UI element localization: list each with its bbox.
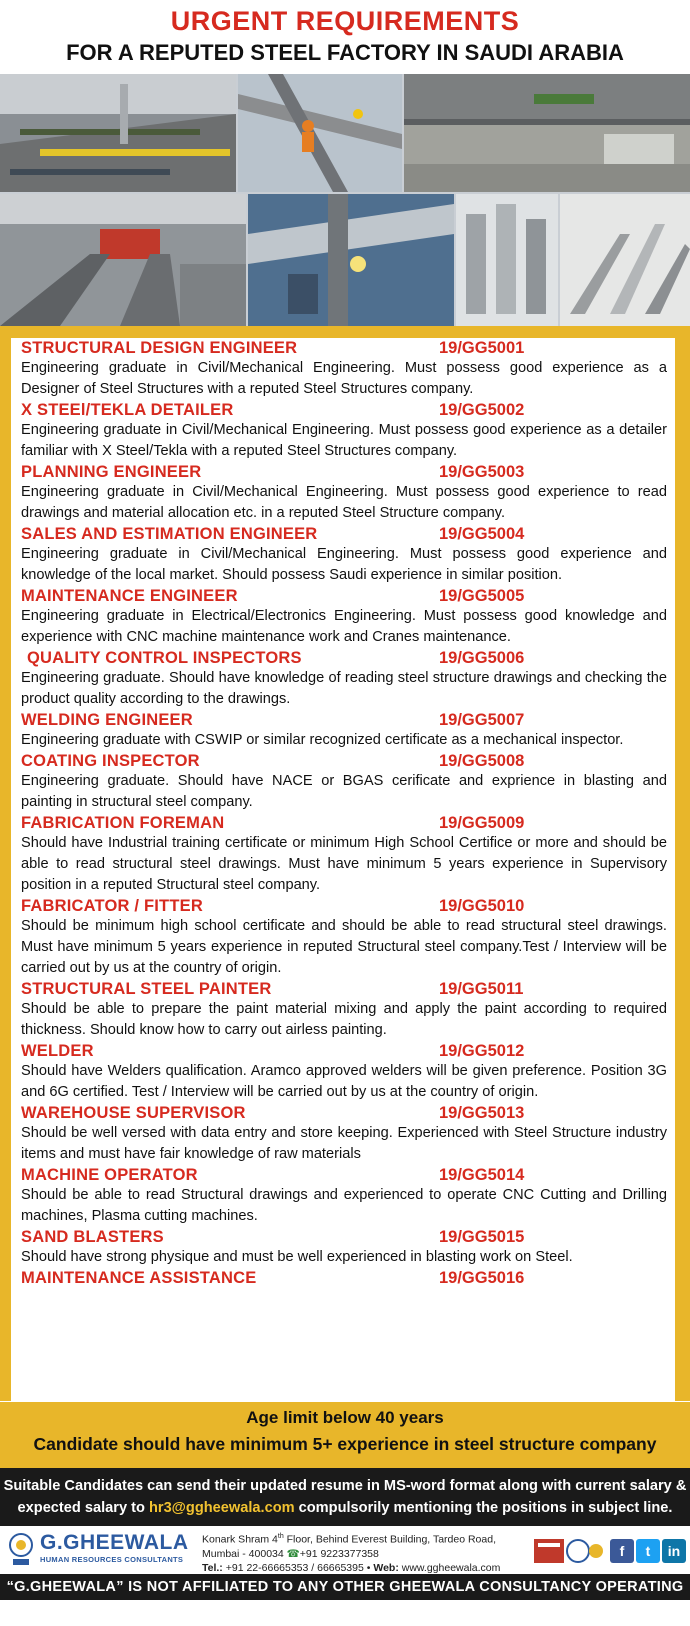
twitter-icon[interactable]: t [636,1539,660,1563]
company-address: Konark Shram 4th Floor, Behind Everest Building, Tardeo Road, Mumbai - 400034 ☎+91 9223377358 Tel.: +91 22-66665353 / 66665395 • Web: www.ggheewala.com [202,1533,501,1574]
job-item [11,710,675,751]
apply-line-2-post: compulsorily mentioning the positions in subject line. [294,1500,673,1516]
job-code: 19/GG5008 [439,752,525,770]
job-title: STRUCTURAL DESIGN ENGINEER [21,339,298,357]
job-item [11,1041,675,1103]
job-title: COATING INSPECTOR [21,752,200,770]
job-title: SALES AND ESTIMATION ENGINEER [21,525,318,543]
job-description: Engineering graduate in Civil/Mechanical Engineering. Must possess good experience and knowledge of the local market. Should possess Saudi experience in similar position. [21,546,667,583]
job-code: 19/GG5005 [439,587,525,605]
job-item [11,586,675,648]
job-code: 19/GG5002 [439,401,525,419]
job-description: Engineering graduate in Civil/Mechanical Engineering. Must possess good experience as a detailer familiar with X Steel/Tekla with a reputed Steel Structures company. [21,422,667,459]
job-code: 19/GG5014 [439,1166,525,1184]
job-title: MAINTENANCE ENGINEER [21,587,238,605]
photo-warehouse [404,74,690,192]
job-item [11,1268,675,1288]
job-code: 19/GG5010 [439,897,525,915]
job-description: Should have Industrial training certificate or minimum High School Certifice or more and should be able to read structural steel drawings. Must have minimum 5 years experience in Supervisory position in a reputed Structural steel company. [21,835,667,893]
job-item [11,400,675,462]
facebook-icon[interactable]: f [610,1539,634,1563]
job-item [11,338,675,400]
job-description: Should have Welders qualification. Aramco approved welders will be given preference. Position 3G and 6G certified. Test / Interview will be carried out by us at the country of origin. [21,1063,667,1100]
job-title: WELDING ENGINEER [21,711,193,729]
job-code: 19/GG5016 [439,1269,525,1287]
job-item [11,1227,675,1268]
experience-requirement: Candidate should have minimum 5+ experience in steel structure company [33,1434,657,1454]
linkedin-icon[interactable]: in [662,1539,686,1563]
address-line-1-rest: Floor, Behind Everest Building, Tardeo Road, [283,1533,496,1546]
requirements-banner [0,1402,690,1468]
photo-steel-angles [560,194,690,326]
tel-label: Tel.: [202,1561,223,1574]
tel-number: +91 22-66665353 / 66665395 [225,1561,364,1574]
job-description: Engineering graduate in Civil/Mechanical Engineering. Must possess good experience to read drawings and material allocation etc. in a reputed Steel Structure company. [21,484,667,521]
job-title: WAREHOUSE SUPERVISOR [21,1104,246,1122]
job-description: Should be able to prepare the paint material mixing and apply the paint according to required thickness. Should know how to carry out airless painting. [21,1001,667,1038]
address-sup: th [277,1533,284,1540]
job-code: 19/GG5007 [439,711,525,729]
job-description: Engineering graduate in Electrical/Electronics Engineering. Must possess good knowledge and experience with CNC machine maintenance work and Cranes maintenance. [21,608,667,645]
job-description: Engineering graduate. Should have knowledge of reading steel structure drawings and checking the product quality according to the drawings. [21,670,667,707]
disclaimer: “G.GHEEWALA” IS NOT AFFILIATED TO ANY OTHER GHEEWALA CONSULTANCY OPERATING IN INDIA [0,1574,690,1600]
job-code: 19/GG5012 [439,1042,525,1060]
jobs-frame [0,326,690,1401]
address-line-1: Konark Shram 4 [202,1533,278,1546]
age-limit: Age limit below 40 years [246,1408,444,1427]
job-code: 19/GG5001 [439,339,525,357]
whatsapp-number: +91 9223377358 [299,1547,379,1560]
company-logo: G.GHEEWALA [40,1531,189,1554]
job-item [11,1165,675,1227]
photo-production-line [0,194,246,326]
job-description: Should have strong physique and must be well experienced in blasting work on Steel. [21,1249,573,1265]
photo-workers-beams [238,74,402,192]
job-description: Should be well versed with data entry and store keeping. Experienced with Steel Structure industry items and must have fair knowledge of raw materials [21,1125,667,1162]
job-title: FABRICATION FOREMAN [21,814,225,832]
job-code: 19/GG5011 [439,980,524,998]
address-line-2: Mumbai - 400034 [202,1547,284,1560]
company-tagline: HUMAN RESOURCES CONSULTANTS [40,1555,184,1564]
job-title: MACHINE OPERATOR [21,1166,198,1184]
job-title: MAINTENANCE ASSISTANCE [21,1269,257,1287]
job-description: Engineering graduate with CSWIP or similar recognized certificate as a mechanical inspector. [21,732,624,748]
job-description: Engineering graduate in Civil/Mechanical Engineering. Must possess good experience as a Designer of Steel Structures with a reputed Steel Structures company. [21,360,667,397]
job-description: Engineering graduate. Should have NACE or BGAS cerificate and exprience in blasting and painting in structural steel company. [21,773,667,810]
job-item [11,979,675,1041]
company-emblem-icon [8,1532,34,1568]
job-item [11,813,675,896]
job-code: 19/GG5015 [439,1228,525,1246]
job-item [11,1103,675,1165]
apply-line-2 [0,1497,690,1519]
certification-badges-icon [534,1537,604,1565]
job-code: 19/GG5003 [439,463,525,481]
apply-instructions [0,1468,690,1526]
apply-line-1: Suitable Candidates can send their updated resume in MS-word format along with current salary & [3,1478,687,1494]
photo-welder [248,194,454,326]
job-item [11,751,675,813]
footer [0,1527,690,1574]
page-title: URGENT REQUIREMENTS [170,6,520,36]
job-description: Should be minimum high school certificate and should be able to read structural steel drawings. Must have minimum 5 years experience in reputed Structural steel company.Test / Interview will be carried out by us at the country of origin. [21,918,667,976]
job-title: WELDER [21,1042,94,1060]
web-label: Web: [373,1561,399,1574]
job-code: 19/GG5009 [439,814,525,832]
job-code: 19/GG5004 [439,525,525,543]
job-item [11,648,675,710]
photo-collage [0,74,690,326]
job-title: FABRICATOR / FITTER [21,897,203,915]
job-item [11,462,675,524]
job-title: QUALITY CONTROL INSPECTORS [27,649,302,667]
job-description: Should be able to read Structural drawings and experienced to operate CNC Cutting and Drilling machines, Plasma cutting machines. [21,1187,667,1224]
job-title: X STEEl/TEKLA DETAILER [21,401,234,419]
jobs-list [11,338,675,1401]
job-code: 19/GG5013 [439,1104,525,1122]
website-link[interactable]: www.ggheewala.com [401,1561,501,1574]
header [0,0,690,74]
job-title: PLANNING ENGINEER [21,463,202,481]
whatsapp-icon: ☎ [286,1547,300,1560]
job-title: SAND BLASTERS [21,1228,164,1246]
job-code: 19/GG5006 [439,649,525,667]
photo-factory-floor [0,74,236,192]
job-title: STRUCTURAL STEEL PAINTER [21,980,272,998]
social-links [610,1539,686,1563]
job-item [11,524,675,586]
job-item [11,896,675,979]
photo-steel-channels [456,194,558,326]
page-subtitle: FOR A REPUTED STEEL FACTORY IN SAUDI ARABIA [66,40,624,65]
apply-line-2-pre: expected salary to [17,1500,149,1516]
email-link[interactable]: hr3@ggheewala.com [148,1500,295,1516]
